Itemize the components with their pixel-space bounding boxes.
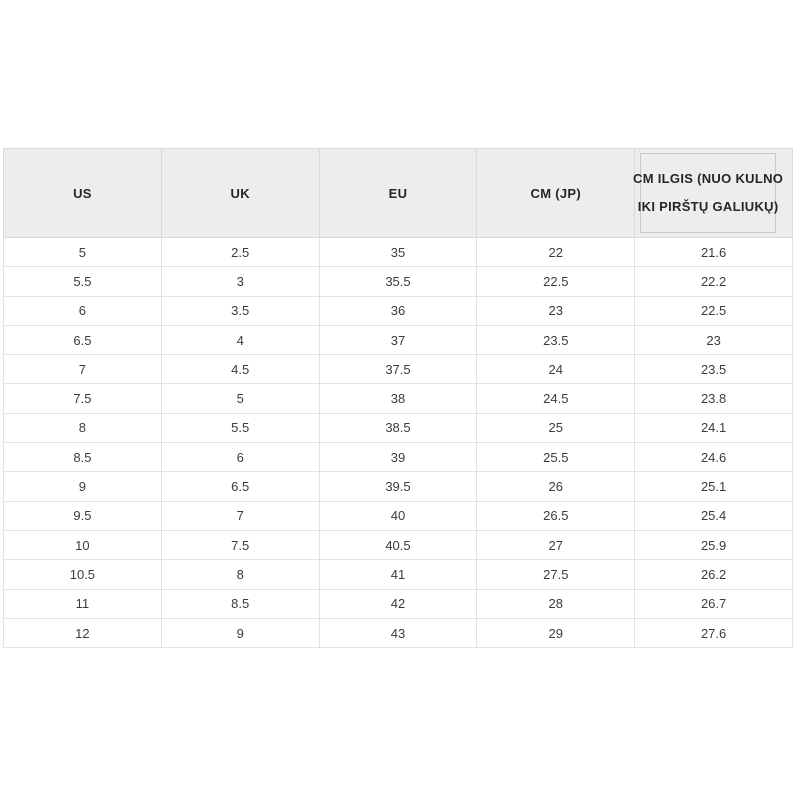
size-cell: 3 <box>161 267 319 296</box>
size-cell: 24 <box>477 355 635 384</box>
size-cell: 37.5 <box>319 355 477 384</box>
size-cell: 35 <box>319 238 477 267</box>
size-cell: 2.5 <box>161 238 319 267</box>
size-cell: 26.7 <box>635 589 793 618</box>
size-cell: 23.8 <box>635 384 793 413</box>
header-eu: EU <box>319 149 477 238</box>
table-row <box>4 384 793 413</box>
size-cell: 5 <box>161 384 319 413</box>
size-cell: 22.2 <box>635 267 793 296</box>
size-cell: 4.5 <box>161 355 319 384</box>
size-cell: 41 <box>319 560 477 589</box>
size-cell: 12 <box>4 618 162 647</box>
size-cell: 38 <box>319 384 477 413</box>
table-row <box>4 501 793 530</box>
size-cell: 6 <box>161 443 319 472</box>
header-cm-jp: CM (JP) <box>477 149 635 238</box>
size-cell: 25 <box>477 413 635 442</box>
header-us: US <box>4 149 162 238</box>
header-cm-ilgis-line2: IKI PIRŠTŲ GALIUKŲ) <box>637 199 779 214</box>
table-row <box>4 355 793 384</box>
size-cell: 7 <box>161 501 319 530</box>
size-cell: 23 <box>635 325 793 354</box>
size-cell: 7 <box>4 355 162 384</box>
table-row <box>4 530 793 559</box>
table-row <box>4 589 793 618</box>
size-cell: 10.5 <box>4 560 162 589</box>
size-cell: 6 <box>4 296 162 325</box>
size-cell: 39.5 <box>319 472 477 501</box>
size-cell: 8 <box>4 413 162 442</box>
size-cell: 6.5 <box>161 472 319 501</box>
size-cell: 26.2 <box>635 560 793 589</box>
size-cell: 40 <box>319 501 477 530</box>
size-cell: 11 <box>4 589 162 618</box>
table-row <box>4 296 793 325</box>
table-row <box>4 472 793 501</box>
size-cell: 39 <box>319 443 477 472</box>
table-row <box>4 618 793 647</box>
size-cell: 8 <box>161 560 319 589</box>
size-cell: 22 <box>477 238 635 267</box>
size-cell: 35.5 <box>319 267 477 296</box>
size-cell: 24.1 <box>635 413 793 442</box>
size-cell: 23 <box>477 296 635 325</box>
table-row <box>4 413 793 442</box>
size-cell: 9 <box>161 618 319 647</box>
size-cell: 25.1 <box>635 472 793 501</box>
size-cell: 28 <box>477 589 635 618</box>
table-body <box>4 238 793 648</box>
size-cell: 27.5 <box>477 560 635 589</box>
size-cell: 3.5 <box>161 296 319 325</box>
table-row <box>4 325 793 354</box>
size-cell: 4 <box>161 325 319 354</box>
size-cell: 26 <box>477 472 635 501</box>
size-cell: 5 <box>4 238 162 267</box>
size-cell: 42 <box>319 589 477 618</box>
header-highlight-box <box>633 153 784 233</box>
size-cell: 22.5 <box>477 267 635 296</box>
size-cell: 25.9 <box>635 530 793 559</box>
size-cell: 7.5 <box>4 384 162 413</box>
header-cm-ilgis <box>635 149 793 238</box>
header-cm-ilgis-line1: CM ILGIS (NUO KULNO <box>633 171 784 186</box>
size-cell: 43 <box>319 618 477 647</box>
size-cell: 8.5 <box>4 443 162 472</box>
size-cell: 10 <box>4 530 162 559</box>
size-cell: 25.5 <box>477 443 635 472</box>
table-row <box>4 267 793 296</box>
size-cell: 5.5 <box>4 267 162 296</box>
size-cell: 24.5 <box>477 384 635 413</box>
header-row <box>4 149 793 238</box>
size-cell: 24.6 <box>635 443 793 472</box>
size-cell: 23.5 <box>477 325 635 354</box>
size-cell: 40.5 <box>319 530 477 559</box>
size-cell: 7.5 <box>161 530 319 559</box>
table-row <box>4 560 793 589</box>
size-cell: 36 <box>319 296 477 325</box>
size-cell: 9 <box>4 472 162 501</box>
size-cell: 6.5 <box>4 325 162 354</box>
size-cell: 8.5 <box>161 589 319 618</box>
size-cell: 9.5 <box>4 501 162 530</box>
table-row <box>4 238 793 267</box>
size-cell: 23.5 <box>635 355 793 384</box>
size-cell: 37 <box>319 325 477 354</box>
size-cell: 22.5 <box>635 296 793 325</box>
size-cell: 26.5 <box>477 501 635 530</box>
size-cell: 29 <box>477 618 635 647</box>
size-conversion-table <box>3 148 793 648</box>
size-cell: 21.6 <box>635 238 793 267</box>
size-cell: 27 <box>477 530 635 559</box>
size-cell: 27.6 <box>635 618 793 647</box>
size-cell: 25.4 <box>635 501 793 530</box>
header-uk: UK <box>161 149 319 238</box>
table-row <box>4 443 793 472</box>
size-cell: 38.5 <box>319 413 477 442</box>
size-cell: 5.5 <box>161 413 319 442</box>
